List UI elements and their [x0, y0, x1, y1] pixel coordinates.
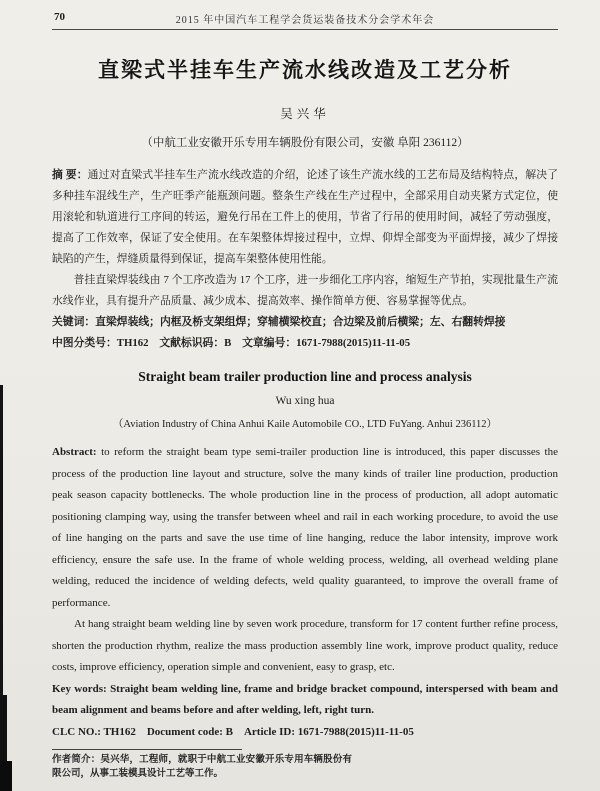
footnote-rule [52, 749, 242, 750]
keywords-line-en [52, 679, 558, 722]
abstract-label-en: Abstract: [52, 446, 102, 458]
abstract-text-en: to reform the straight beam type semi-trailer production line is introduced, this paper discusses the process of the production line layout and structure, solve the many kinds of trailer line production, production peak season capacity bottlenecks. The whole production line in the process of production, all adopt automatic positioning clamping way, using the transfer between wheel and rail in each working procedure, to avoid the use of line hanging on the parts and save the use time of line hanging, reduce the labor intensity, improve work efficiency, ensure the safe use. In the frame of whole welding process, welding, all overhead welding plane welding, reduced the incidence of welding defects, weld quality guaranteed, to improve the overall frame of performance. [52, 446, 558, 609]
affiliation-cn: （中航工业安徽开乐专用车辆股份有限公司，安徽 阜阳 236112） [141, 137, 469, 149]
keywords-label-en: Key words: [52, 682, 111, 695]
author-name-cn: 吴兴华 [280, 107, 330, 121]
keywords-label-cn: 关键词： [52, 316, 96, 328]
page-title: 直梁式半挂车生产流水线改造及工艺分析 [98, 59, 512, 82]
page-content [52, 0, 558, 781]
page-number: 70 [54, 11, 65, 23]
abstract-paragraph2-cn: 普挂直梁焊装线由 7 个工序改造为 17 个工序，进一步细化工序内容，缩短生产节拍，实现批量生产流水线作业，具有提升产品质量、减少成本、提高效率、操作简单方便、容易掌握等优点。 [52, 274, 558, 307]
abstract-paragraph-en [52, 442, 558, 614]
author-name-en: Wu xing hua [275, 395, 335, 407]
author-bio [52, 754, 352, 781]
page-title-en: Straight beam trailer production line and process analysis [138, 369, 472, 384]
scan-binding-corner [0, 761, 12, 791]
keywords-text-en: Straight beam welding line, frame and bridge bracket compound, interspersed with beam and beam alignment and beams before and after welding, left, right turn. [52, 682, 559, 716]
abstract-label-cn: 摘 要： [52, 169, 88, 181]
keywords-text-cn: 直梁焊装线；内框及桥支架组焊；穿辅横梁校直；合边梁及前后横梁；左、右翻转焊接 [95, 316, 506, 328]
keywords-line-cn [52, 312, 558, 333]
clc-line-en: CLC NO.: TH162 Document code: B Article ID: 1671-7988(2015)11-11-05 [52, 725, 414, 738]
abstract-paragraph2-en: At hang straight beam welding line by seven work procedure, transform for 17 content further refine process, shorten the production rhythm, realize the mass production assembly line work, improve product quality, reduce costs, improve efficiency, operation simple and convenient, easy to grasp, etc. [52, 618, 558, 673]
abstract-paragraph-cn [52, 165, 558, 270]
abstract-text-cn: 通过对直梁式半挂车生产流水线改造的介绍，论述了该生产流水线的工艺布局及结构特点，解决了多种挂车混线生产，生产旺季产能瓶颈问题。整条生产线在生产过程中，全部采用自动夹紧方式定位，使用滚轮和轨道进行工序间的转运，避免行吊在工件上的使用，节省了行吊的使用时间，减轻了劳动强度，提高了工作效率，保证了安全使用。在车架整体焊接过程中，立焊、仰焊全部变为平面焊接，减少了焊接缺陷的产生，焊缝质量得到保证，提高车架整体使用性能。 [52, 169, 558, 265]
clc-line-cn: 中图分类号：TH162 文献标识码：B 文章编号：1671-7988(2015)11-11-05 [52, 337, 411, 349]
running-header [52, 0, 558, 26]
header-rule [52, 29, 558, 30]
affiliation-en: （Aviation Industry of China Anhui Kaile Automobile CO., LTD FuYang. Anhui 236112） [112, 419, 498, 430]
author-bio-label: 作者简介： [52, 755, 101, 765]
author-bio-text: 吴兴华，工程师，就职于中航工业安徽开乐专用车辆股份有限公司，从事工装模具设计工艺等工作。 [52, 755, 352, 779]
journal-header-title: 2015 年中国汽车工程学会货运装备技术分会学术年会 [175, 15, 435, 26]
